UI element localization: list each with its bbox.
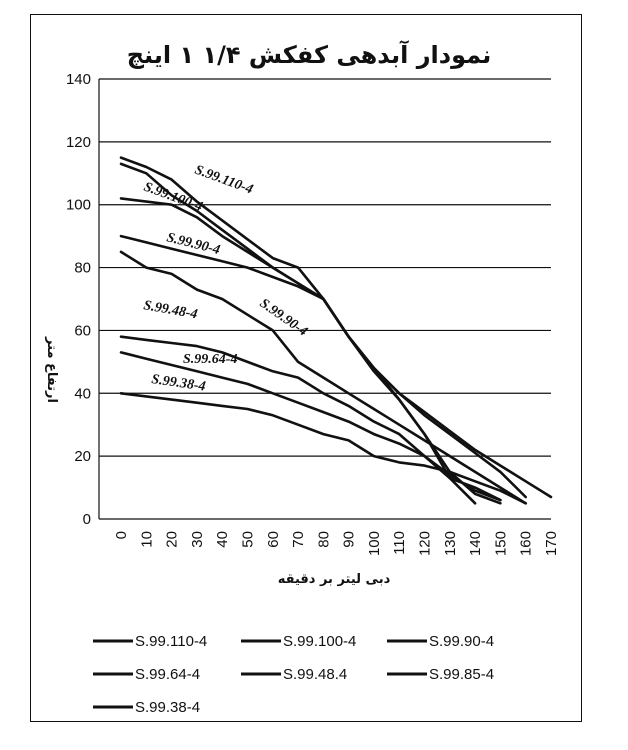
x-tick-label: 90: [340, 531, 358, 548]
x-tick-label: 100: [365, 531, 383, 557]
x-tick-label: 50: [239, 531, 257, 548]
x-tick-label: 30: [188, 531, 206, 548]
x-tick-label: 170: [543, 531, 560, 557]
legend-entry: S.99.85-4: [429, 666, 495, 683]
legend: [93, 633, 494, 716]
grid-layer: [99, 79, 551, 519]
x-tick-label: 150: [492, 531, 510, 557]
series-label: S.99.38-4: [150, 372, 207, 395]
series-label: S.99.110-4: [192, 162, 255, 198]
x-tick-label: 130: [441, 531, 459, 557]
x-tick-label: 70: [290, 531, 308, 548]
legend-entry: S.99.64-4: [135, 666, 201, 683]
y-tick-label: 0: [82, 511, 91, 528]
legend-entry: S.99.100-4: [283, 633, 357, 650]
x-axis-label: دبی لیتر بر دقیقه: [277, 572, 391, 587]
y-axis-label: ارتفاع متر: [44, 337, 59, 403]
y-tick-label: 20: [74, 448, 91, 466]
x-tick-label: 110: [391, 531, 409, 555]
chart-title: نمودار آبدهی کفکش ۱/۴ ۱ اینچ: [126, 41, 492, 69]
y-tick-label: 80: [74, 259, 91, 277]
y-tick-label: 40: [74, 385, 91, 403]
y-tick-label: 100: [65, 196, 91, 214]
line-chart: [31, 15, 581, 721]
x-tick-label: 160: [517, 531, 535, 557]
legend-entry: S.99.90-4: [429, 633, 495, 650]
x-tick-label: 120: [416, 531, 434, 557]
series-label: S.99.90-4: [165, 230, 222, 259]
series-label: S.99.48-4: [142, 298, 199, 323]
x-tick-label: 0: [113, 531, 130, 540]
x-tick-label: 140: [467, 531, 485, 557]
x-tick-label: 40: [214, 531, 232, 548]
x-tick-label: 80: [315, 531, 333, 548]
y-tick-label: 60: [74, 322, 91, 340]
series-label: S.99.64-4: [183, 352, 238, 367]
legend-entry: S.99.38-4: [135, 699, 201, 716]
axis-ticks: [66, 71, 560, 556]
legend-entry: S.99.48.4: [283, 666, 348, 683]
series-label: S.99.100-4: [141, 179, 205, 215]
series-label: S.99.90-4: [256, 295, 310, 340]
x-tick-label: 10: [138, 531, 156, 548]
series-labels: [142, 163, 310, 395]
chart-frame: [30, 14, 582, 722]
y-tick-label: 140: [65, 71, 91, 88]
x-tick-label: 20: [163, 531, 181, 548]
legend-entry: S.99.110-4: [135, 633, 208, 650]
x-tick-label: 60: [264, 531, 282, 548]
y-tick-label: 120: [65, 133, 91, 151]
series-line: [121, 337, 500, 500]
